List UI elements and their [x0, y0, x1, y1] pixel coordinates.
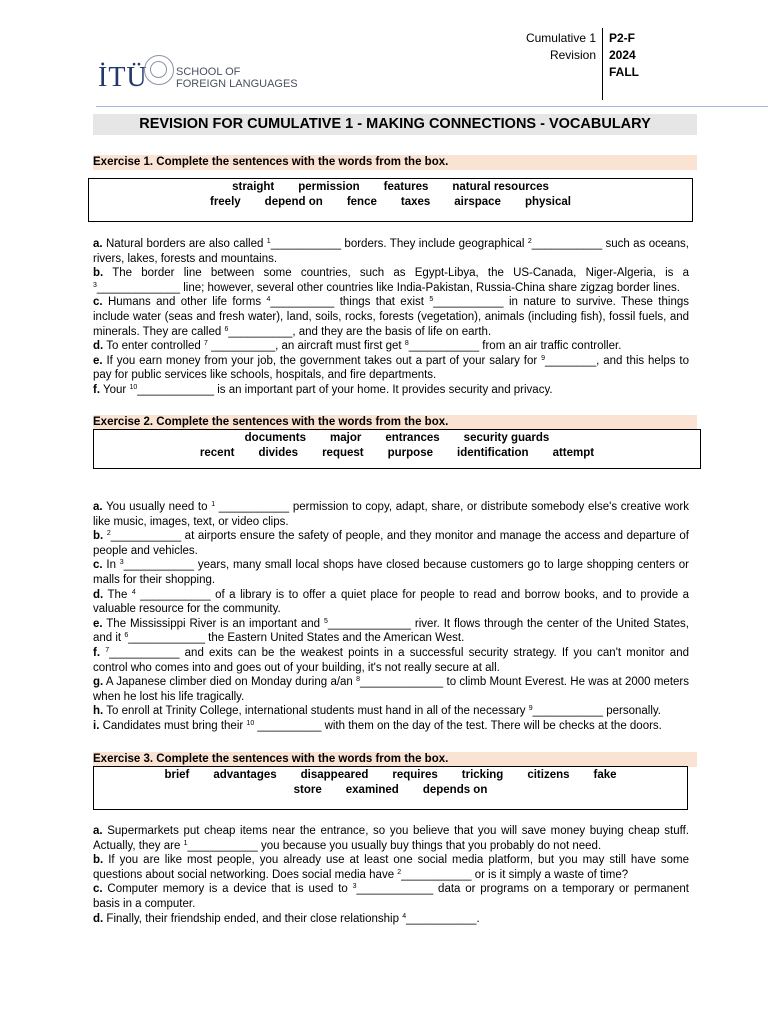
doc-type-line-2: Revision [549, 48, 596, 62]
page-title: REVISION FOR CUMULATIVE 1 - MAKING CONNECTIONS - VOCABULARY [93, 114, 697, 135]
item-letter: e. [93, 617, 103, 630]
item-text: Humans and other life forms $^4$__________ things that exist $^5$___________ in nature to survive. These things include water (seas and fresh water), land, soils, rocks, forests (vegetation), animals (including fish), fossil fuels, and minerals. They are called $^6$__________, and they are the basis of life on earth. [93, 296, 689, 338]
box-word: major [330, 432, 362, 444]
box-word: disappeared [300, 769, 369, 781]
item-text: The border line between some countries, such as Egypt-Libya, the US-Canada, Niger-Algeria, is a $^3$_____________ line; however, several other countries like India-Pakistan, Russia-China share zigzag border lines. [93, 267, 689, 294]
item-letter: b. [93, 854, 104, 867]
item-text: Natural borders are also called $^1$___________ borders. They include geographical $^2$___________ such as oceans, rivers, lakes, forests and mountains. [93, 238, 689, 265]
item-letter: g. [93, 676, 104, 689]
university-seal-icon [144, 55, 174, 85]
item-letter: b. [93, 267, 104, 280]
exercise-3-items [93, 824, 689, 926]
school-name [176, 66, 298, 90]
exercise-3-word-box [93, 766, 688, 810]
item-text: Candidates must bring their $^{10}$ __________ with them on the day of the test. There will be checks at the doors. [99, 719, 662, 732]
exercise-item [93, 646, 689, 675]
exercise-item [93, 558, 689, 587]
school-line-1: SCHOOL OF [176, 66, 241, 78]
item-letter: a. [93, 501, 103, 513]
box-word: taxes [400, 196, 431, 208]
box-word: citizens [527, 769, 570, 781]
exercise-item [93, 675, 689, 704]
box-word: documents [244, 432, 306, 444]
item-letter: e. [93, 354, 103, 367]
word-box-row-1 [89, 180, 692, 194]
header-rule [96, 106, 768, 107]
box-word: store [293, 784, 322, 796]
item-letter: b. [93, 530, 104, 543]
exercise-item [93, 882, 689, 911]
box-word: tricking [461, 769, 504, 781]
item-text: If you earn money from your job, the government takes out a part of your salary for $^9$________, and this helps to pay for public services like schools, hospitals, and fire departments. [93, 354, 689, 382]
item-text: $^2$___________ at airports ensure the safety of people, and they monitor and manage the access and departure of people and vehicles. [93, 530, 689, 557]
item-letter: c. [93, 883, 103, 896]
box-word: requires [392, 769, 438, 781]
box-word: fake [593, 769, 617, 781]
word-box-row-1 [94, 768, 687, 782]
exercise-item [93, 383, 689, 398]
item-letter: f. [93, 383, 101, 396]
word-box-row-2 [89, 195, 692, 209]
header-divider [602, 28, 603, 100]
box-word: features [383, 181, 429, 193]
exercise-item [93, 237, 689, 266]
word-box-row-2 [94, 783, 687, 797]
item-letter: c. [93, 559, 103, 572]
word-box-row-1 [94, 431, 700, 445]
word-box-row-2 [94, 446, 700, 460]
box-word: advantages [213, 769, 277, 781]
exercise-2-heading: Exercise 2. Complete the sentences with the words from the box. [93, 415, 697, 430]
box-word: permission [298, 181, 360, 193]
exercise-item [93, 266, 689, 295]
item-text: The $^4$ ___________ of a library is to offer a quiet place for people to read and borrow books, and to provide a valuable resource for the community. [93, 588, 690, 616]
item-letter: d. [93, 912, 104, 925]
exercise-item [93, 912, 689, 927]
exercise-item [93, 704, 689, 719]
exercise-item [93, 529, 689, 558]
document-type [490, 30, 596, 64]
item-letter: d. [93, 340, 104, 353]
box-word: entrances [385, 432, 440, 444]
exercise-2-items [93, 500, 689, 734]
item-letter: a. [93, 238, 103, 250]
box-word: freely [209, 196, 241, 208]
exercise-item [93, 354, 689, 383]
box-word: examined [345, 784, 399, 796]
box-word: physical [524, 196, 571, 208]
itu-logo: İTÜ [98, 62, 148, 93]
item-text: Computer memory is a device that is used to $^3$____________ data or programs on a temporary or permanent basis in a computer. [93, 883, 689, 910]
item-letter: d. [93, 588, 104, 601]
exercise-1-word-box [88, 178, 693, 222]
item-letter: h. [93, 705, 104, 718]
box-word: recent [199, 447, 235, 459]
document-code [609, 30, 639, 81]
box-word: identification [457, 447, 529, 459]
item-text: Your $^{10}$____________ is an important part of your home. It provides security and privacy. [100, 383, 553, 396]
item-text: A Japanese climber died on Monday during a/an $^8$_____________ to climb Mount Everest. He was at 2000 meters when he lost his life tragically. [93, 676, 689, 703]
doc-type-line-1: Cumulative 1 [525, 31, 596, 45]
box-word: depends on [422, 784, 488, 796]
school-line-2: FOREIGN LANGUAGES [176, 78, 298, 90]
item-text: To enroll at Trinity College, international students must hand in all of the necessary $^9$___________ personally. [103, 705, 661, 718]
box-word: request [322, 447, 364, 459]
item-text: You usually need to $^1$ ___________ permission to copy, adapt, share, or distribute somebody else's creative work like music, images, text, or video clips. [93, 501, 689, 528]
exercise-item [93, 295, 689, 339]
item-letter: a. [93, 825, 103, 837]
item-letter: i. [93, 719, 100, 732]
item-letter: f. [93, 646, 101, 659]
box-word: airspace [454, 196, 501, 208]
item-text: The Mississippi River is an important and $^5$_____________ river. It flows through the center of the United States, and it $^6$____________ the Eastern United States and the American West. [93, 617, 689, 645]
course-code: P2-F [609, 31, 636, 45]
exercise-2-word-box [93, 429, 701, 469]
exercise-item [93, 617, 689, 646]
exercise-item [93, 588, 689, 617]
exercise-3-heading: Exercise 3. Complete the sentences with the words from the box. [93, 752, 697, 767]
exercise-item [93, 500, 689, 529]
box-word: natural resources [452, 181, 549, 193]
exercise-1-heading: Exercise 1. Complete the sentences with the words from the box. [93, 155, 697, 170]
item-text: Supermarkets put cheap items near the entrance, so you believe that you will save money buying cheap stuff. Actually, they are $^1$___________ you because you usually buy things that you probably do not need. [93, 825, 689, 852]
item-text: In $^3$___________ years, many small local shops have closed because customers go to large shopping centers or malls for their shopping. [93, 559, 689, 586]
box-word: fence [346, 196, 377, 208]
box-word: divides [258, 447, 299, 459]
item-text: To enter controlled $^7$ __________, an aircraft must first get $^8$___________ from an air traffic controller. [103, 340, 622, 353]
item-text: If you are like most people, you already use at least one social media platform, but you may still have some questions about social networking. Does social media have $^2$___________ or is it simply a waste of time? [93, 854, 689, 881]
item-letter: c. [93, 296, 103, 309]
box-word: straight [232, 181, 275, 193]
exercise-item [93, 339, 689, 354]
box-word: attempt [552, 447, 595, 459]
box-word: security guards [463, 432, 550, 444]
box-word: brief [164, 769, 190, 781]
exercise-item [93, 853, 689, 882]
item-text: $^7$___________ and exits can be the weakest points in a successful security strategy. If you can't monitor and control who comes into and goes out of your building, it's not really secure at all. [93, 646, 689, 674]
term: FALL [609, 65, 639, 79]
box-word: purpose [387, 447, 433, 459]
box-word: depend on [264, 196, 323, 208]
year: 2024 [609, 48, 636, 62]
exercise-item [93, 824, 689, 853]
exercise-1-items [93, 237, 689, 398]
item-text: Finally, their friendship ended, and their close relationship $^4$___________. [103, 912, 480, 925]
exercise-item [93, 719, 689, 734]
